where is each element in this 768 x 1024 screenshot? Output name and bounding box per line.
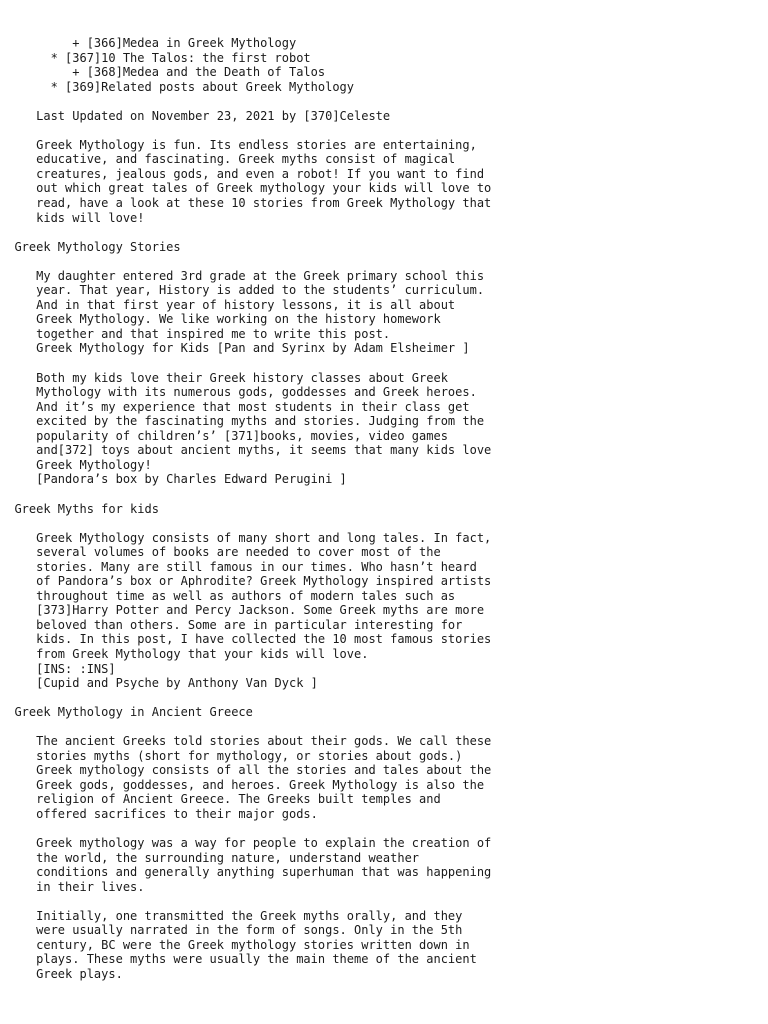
text-line: several volumes of books are needed to cover most of the: [0, 545, 441, 560]
text-line: Greek Mythology!: [0, 457, 152, 472]
text-line: [Pandora’s box by Charles Edward Perugini ]: [0, 472, 347, 487]
text-line: excited by the fascinating myths and stories. Judging from the: [0, 414, 485, 429]
text-line: out which great tales of Greek mythology your kids will love to: [0, 181, 492, 196]
text-line: and[372] toys about ancient myths, it seems that many kids love: [0, 443, 492, 458]
text-line: together and that inspired me to write this post.: [0, 326, 391, 341]
text-line: [0, 225, 768, 240]
text-line: Initially, one transmitted the Greek myths orally, and they: [0, 908, 463, 923]
text-line: religion of Ancient Greece. The Greeks built temples and: [0, 792, 441, 807]
text-line: the world, the surrounding nature, understand weather: [0, 850, 420, 865]
text-line: [0, 356, 768, 371]
text-line: [0, 94, 768, 109]
text-line: [0, 691, 768, 706]
text-line: Greek plays.: [0, 967, 123, 981]
text-line: [0, 254, 768, 269]
text-line: beloved than others. Some are in particular interesting for: [0, 617, 463, 632]
text-line: century, BC were the Greek mythology stories written down in: [0, 937, 470, 952]
text-line: [0, 720, 768, 735]
text-line: [373]Harry Potter and Percy Jackson. Some Greek myths are more: [0, 603, 485, 618]
text-line: were usually narrated in the form of songs. Only in the 5th: [0, 923, 463, 938]
text-line: stories myths (short for mythology, or stories about gods.): [0, 748, 463, 763]
document-body: [0, 36, 768, 982]
text-line: And in that first year of history lessons, it is all about: [0, 297, 456, 312]
text-line: Last Updated on November 23, 2021 by [370]Celeste: [0, 108, 391, 123]
text-line: creatures, jealous gods, and even a robot! If you want to find: [0, 166, 485, 181]
text-line: + [366]Medea in Greek Mythology: [0, 36, 297, 50]
text-line: read, have a look at these 10 stories from Greek Mythology that: [0, 196, 492, 211]
text-line: Mythology with its numerous gods, goddesses and Greek heroes.: [0, 385, 477, 400]
text-line: Greek mythology consists of all the stories and tales about the: [0, 763, 492, 778]
text-line: year. That year, History is added to the students’ curriculum.: [0, 283, 485, 298]
text-line: [INS: :INS]: [0, 661, 116, 676]
text-line: popularity of children’s’ [371]books, movies, video games: [0, 428, 448, 443]
text-line: kids. In this post, I have collected the 10 most famous stories: [0, 632, 492, 647]
text-line: Greek Mythology for Kids [Pan and Syrinx by Adam Elsheimer ]: [0, 341, 470, 356]
text-line: from Greek Mythology that your kids will love.: [0, 646, 369, 661]
text-line: Greek Mythology consists of many short and long tales. In fact,: [0, 530, 492, 545]
text-line: Greek Mythology in Ancient Greece: [0, 705, 253, 720]
text-line: My daughter entered 3rd grade at the Greek primary school this: [0, 268, 485, 283]
text-line: in their lives.: [0, 879, 145, 894]
text-line: * [367]10 The Talos: the first robot: [0, 50, 311, 65]
text-line: Greek Mythology Stories: [0, 239, 181, 254]
text-line: * [369]Related posts about Greek Mythology: [0, 79, 355, 94]
text-line: educative, and fascinating. Greek myths consist of magical: [0, 152, 456, 167]
text-line: Both my kids love their Greek history classes about Greek: [0, 370, 448, 385]
text-line: The ancient Greeks told stories about their gods. We call these: [0, 734, 492, 749]
text-line: Greek Mythology. We like working on the history homework: [0, 312, 441, 327]
text-line: Greek Mythology is fun. Its endless stories are entertaining,: [0, 137, 477, 152]
text-line: conditions and generally anything superhuman that was happening: [0, 865, 492, 880]
text-line: Greek gods, goddesses, and heroes. Greek Mythology is also the: [0, 777, 485, 792]
text-line: offered sacrifices to their major gods.: [0, 806, 318, 821]
text-line: [0, 123, 768, 138]
text-line: stories. Many are still famous in our times. Who hasn’t heard: [0, 559, 477, 574]
text-line: [0, 822, 768, 837]
text-line: kids will love!: [0, 210, 145, 225]
text-line: [0, 516, 768, 531]
text-line: Greek Myths for kids: [0, 501, 159, 516]
text-line: [0, 894, 768, 909]
text-line: plays. These myths were usually the main theme of the ancient: [0, 952, 477, 967]
text-line: And it’s my experience that most students in their class get: [0, 399, 470, 414]
text-line: [0, 487, 768, 502]
text-line: + [368]Medea and the Death of Talos: [0, 65, 326, 80]
text-line: [Cupid and Psyche by Anthony Van Dyck ]: [0, 676, 318, 691]
text-line: Greek mythology was a way for people to explain the creation of: [0, 836, 492, 851]
text-line: of Pandora’s box or Aphrodite? Greek Mythology inspired artists: [0, 574, 492, 589]
text-line: throughout time as well as authors of modern tales such as: [0, 588, 456, 603]
